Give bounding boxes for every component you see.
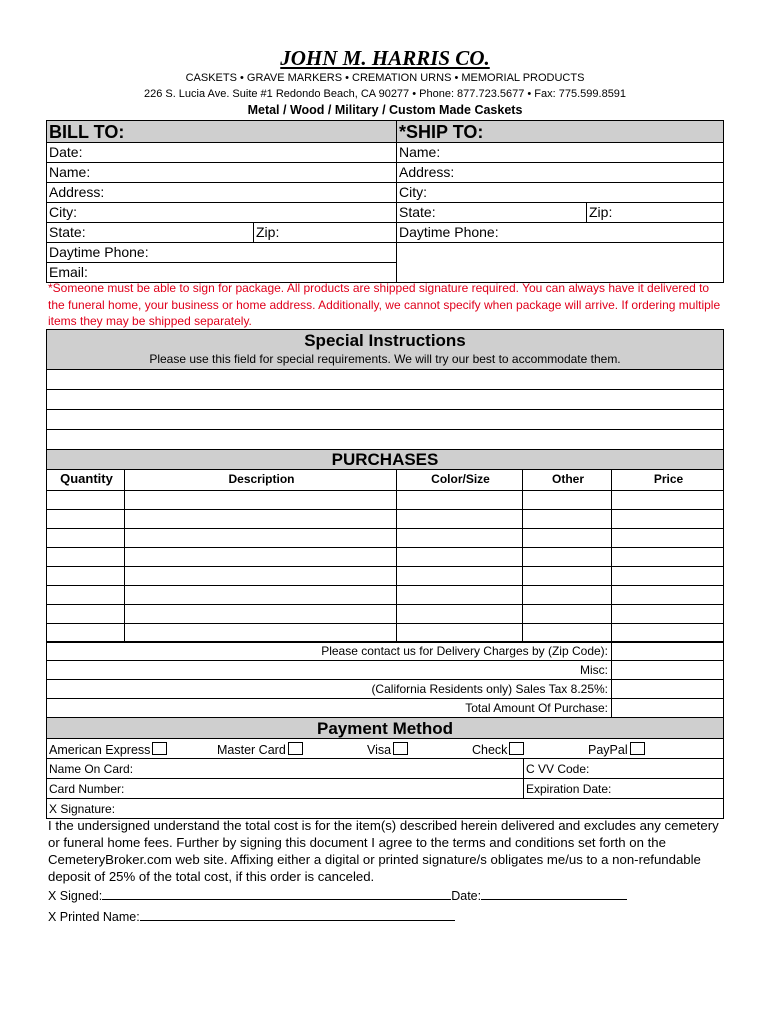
printed-name-row — [48, 910, 455, 924]
purchase-description-cell[interactable] — [124, 585, 397, 605]
purchase-price-cell[interactable] — [611, 528, 724, 548]
sales-tax-field[interactable] — [611, 679, 724, 699]
total-field[interactable] — [611, 698, 724, 718]
purchase-quantity-cell[interactable] — [46, 566, 125, 586]
ship-to-heading: *SHIP TO: — [396, 120, 724, 143]
ship-address-field[interactable]: Address: — [396, 162, 724, 183]
amex-checkbox[interactable] — [152, 742, 167, 755]
ship-extra-field[interactable] — [396, 242, 724, 283]
purchase-quantity-cell[interactable] — [46, 528, 125, 548]
delivery-charges-field[interactable] — [611, 641, 724, 661]
option-paypal[interactable] — [588, 742, 645, 757]
option-check[interactable] — [472, 742, 524, 757]
special-instructions-line[interactable] — [46, 429, 724, 450]
product-line: CASKETS • GRAVE MARKERS • CREMATION URNS • MEMORIAL PRODUCTS — [185, 72, 585, 84]
mastercard-checkbox[interactable] — [288, 742, 303, 755]
column-color-size: Color/Size — [396, 469, 523, 491]
purchase-other-cell[interactable] — [522, 547, 612, 567]
option-visa[interactable] — [367, 742, 408, 757]
purchase-price-cell[interactable] — [611, 623, 724, 643]
purchase-other-cell[interactable] — [522, 585, 612, 605]
check-label: Check — [472, 743, 508, 757]
purchase-other-cell[interactable] — [522, 528, 612, 548]
bill-address-field[interactable]: Address: — [46, 182, 397, 203]
ship-name-field[interactable]: Name: — [396, 142, 724, 163]
purchase-price-cell[interactable] — [611, 604, 724, 624]
purchase-description-cell[interactable] — [124, 547, 397, 567]
purchase-description-cell[interactable] — [124, 509, 397, 529]
name-on-card-field[interactable]: Name On Card: — [46, 758, 524, 779]
column-quantity: Quantity — [46, 469, 125, 491]
purchase-other-cell[interactable] — [522, 566, 612, 586]
mastercard-label: Master Card — [217, 743, 286, 757]
bill-state-field[interactable]: State: — [46, 222, 254, 243]
purchase-color-size-cell[interactable] — [396, 509, 523, 529]
misc-label: Misc: — [46, 660, 612, 680]
purchase-description-cell[interactable] — [124, 528, 397, 548]
purchase-other-cell[interactable] — [522, 604, 612, 624]
ship-state-field[interactable]: State: — [396, 202, 587, 223]
cvv-field[interactable]: C VV Code: — [523, 758, 724, 779]
purchase-description-cell[interactable] — [124, 623, 397, 643]
purchase-description-cell[interactable] — [124, 604, 397, 624]
purchase-quantity-cell[interactable] — [46, 490, 125, 510]
purchase-other-cell[interactable] — [522, 490, 612, 510]
purchase-price-cell[interactable] — [611, 490, 724, 510]
misc-field[interactable] — [611, 660, 724, 680]
payment-options-row — [46, 738, 724, 759]
purchase-color-size-cell[interactable] — [396, 623, 523, 643]
bill-to-heading: BILL TO: — [46, 120, 397, 143]
signed-row — [48, 889, 627, 903]
purchase-color-size-cell[interactable] — [396, 547, 523, 567]
visa-label: Visa — [367, 743, 392, 757]
column-other: Other — [522, 469, 612, 491]
purchase-color-size-cell[interactable] — [396, 490, 523, 510]
printed-name-line[interactable] — [140, 920, 455, 921]
purchase-quantity-cell[interactable] — [46, 623, 125, 643]
purchase-description-cell[interactable] — [124, 566, 397, 586]
purchases-title: PURCHASES — [331, 450, 439, 469]
special-instructions-title: Special Instructions — [304, 331, 466, 350]
special-instructions-line[interactable] — [46, 369, 724, 390]
visa-checkbox[interactable] — [393, 742, 408, 755]
purchase-quantity-cell[interactable] — [46, 604, 125, 624]
ship-phone-field[interactable]: Daytime Phone: — [396, 222, 724, 243]
purchase-quantity-cell[interactable] — [46, 509, 125, 529]
purchase-price-cell[interactable] — [611, 509, 724, 529]
special-instructions-line[interactable] — [46, 389, 724, 410]
purchase-quantity-cell[interactable] — [46, 547, 125, 567]
option-mastercard[interactable] — [217, 742, 303, 757]
purchase-color-size-cell[interactable] — [396, 528, 523, 548]
purchase-color-size-cell[interactable] — [396, 566, 523, 586]
signed-label: X Signed: — [48, 889, 103, 903]
purchases-header — [46, 449, 724, 470]
option-amex[interactable] — [49, 742, 167, 757]
bill-email-field[interactable]: Email: — [46, 262, 397, 283]
purchase-price-cell[interactable] — [611, 547, 724, 567]
bill-phone-field[interactable]: Daytime Phone: — [46, 242, 397, 263]
purchase-price-cell[interactable] — [611, 585, 724, 605]
purchase-other-cell[interactable] — [522, 623, 612, 643]
amex-label: American Express — [49, 743, 151, 757]
ship-zip-field[interactable]: Zip: — [586, 202, 724, 223]
total-label: Total Amount Of Purchase: — [46, 698, 612, 718]
company-address: 226 S. Lucia Ave. Suite #1 Redondo Beach, CA 90277 • Phone: 877.723.5677 • Fax: 775.599.8591 — [143, 88, 627, 100]
shipping-notice: *Someone must be able to sign for package. All products are shipped signature required. You can always have it delivered to the funeral home, your business or home address. Additionally, we cannot specify when package will arrive. If ordering multiple items they may be shipped separately. — [48, 281, 721, 328]
bill-date-field[interactable]: Date: — [46, 142, 397, 163]
date-line[interactable] — [481, 899, 627, 900]
bill-name-field[interactable]: Name: — [46, 162, 397, 183]
purchase-price-cell[interactable] — [611, 566, 724, 586]
paypal-label: PayPal — [588, 743, 628, 757]
special-instructions-line[interactable] — [46, 409, 724, 430]
card-number-field[interactable]: Card Number: — [46, 778, 524, 799]
purchase-description-cell[interactable] — [124, 490, 397, 510]
terms-text: I the undersigned understand the total cost is for the item(s) described herein delivered and excludes any cemetery or funeral home fees. Further by signing this document I agree to the terms and conditions set forth on the CemeteryBroker.com web site. Affixing either a digital or printed signature/s obligates me/us to a non-refundable deposit of 25% of the total cost, if this order is canceled. — [48, 818, 719, 884]
purchase-color-size-cell[interactable] — [396, 604, 523, 624]
signature-field[interactable]: X Signature: — [46, 798, 724, 819]
purchase-other-cell[interactable] — [522, 509, 612, 529]
purchase-quantity-cell[interactable] — [46, 585, 125, 605]
tagline: Metal / Wood / Military / Custom Made Caskets — [247, 103, 523, 117]
payment-header — [46, 717, 724, 739]
column-price: Price — [611, 469, 724, 491]
bill-city-field[interactable]: City: — [46, 202, 397, 223]
expiration-field[interactable]: Expiration Date: — [523, 778, 724, 799]
signed-line[interactable] — [102, 899, 451, 900]
check-checkbox[interactable] — [509, 742, 524, 755]
paypal-checkbox[interactable] — [630, 742, 645, 755]
column-description: Description — [124, 469, 397, 491]
company-name: JOHN M. HARRIS CO. — [280, 46, 490, 70]
ship-city-field[interactable]: City: — [396, 182, 724, 203]
printed-name-label: X Printed Name: — [48, 910, 140, 924]
sales-tax-label: (California Residents only) Sales Tax 8.25%: — [46, 679, 612, 699]
special-instructions-note: Please use this field for special requirements. We will try our best to accommodate them. — [149, 352, 621, 366]
special-instructions-header — [46, 329, 724, 370]
purchase-color-size-cell[interactable] — [396, 585, 523, 605]
payment-title: Payment Method — [316, 719, 454, 738]
date-label: Date: — [451, 889, 482, 903]
bill-zip-field[interactable]: Zip: — [253, 222, 397, 243]
delivery-charges-label: Please contact us for Delivery Charges by (Zip Code): — [46, 641, 612, 661]
